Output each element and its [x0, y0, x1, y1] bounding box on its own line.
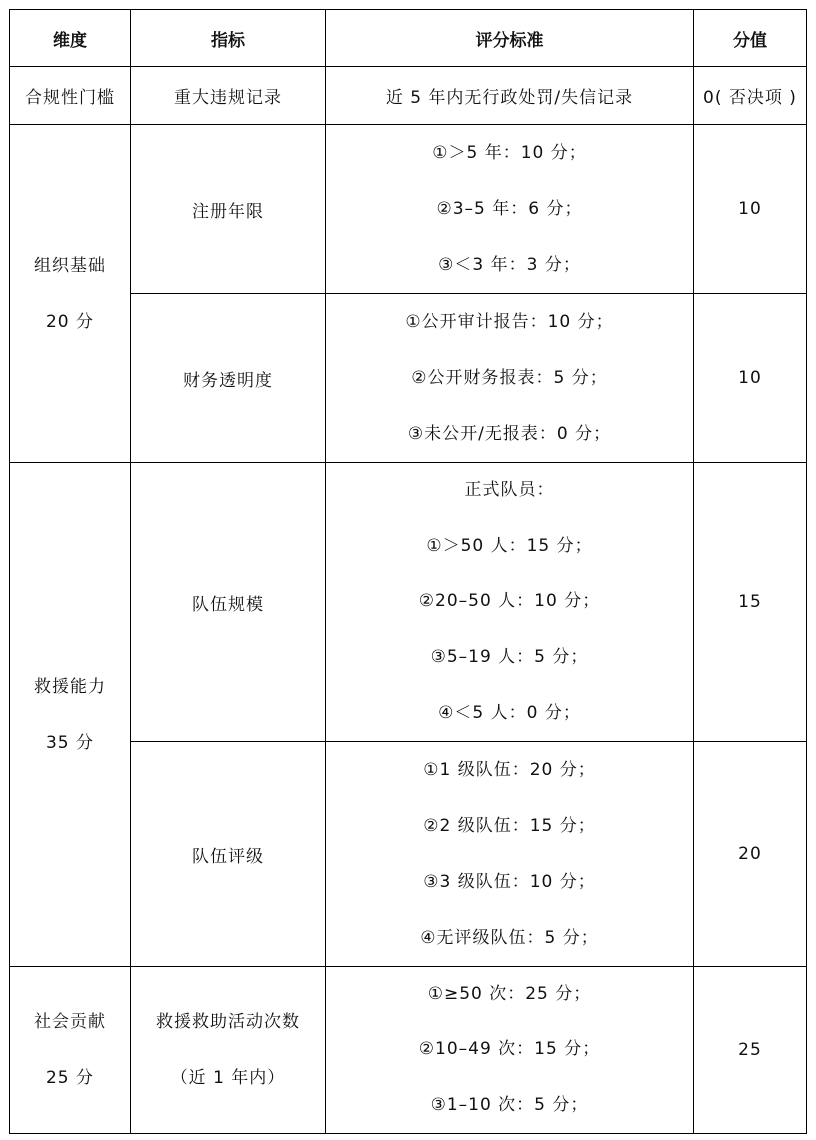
- score-cell: 10: [694, 294, 807, 463]
- criteria-cell: [326, 294, 694, 463]
- criteria-line: 正式队员：: [464, 480, 555, 501]
- table-row-threshold: [10, 67, 807, 125]
- criteria-line: ①≥50 次：25 分；: [427, 984, 592, 1005]
- criteria-line: ①1 级队伍：20 分；: [423, 759, 596, 780]
- dimension-name: 组织基础: [34, 255, 106, 276]
- indicator-note: （近 1 年内）: [170, 1068, 286, 1088]
- criteria-cell: 近 5 年内无行政处罚/失信记录: [326, 67, 694, 125]
- indicator-cell: 注册年限: [131, 125, 326, 294]
- dimension-points: 35 分: [45, 732, 95, 753]
- dimension-cell: [10, 125, 131, 463]
- criteria-line: ②3–5 年：6 分；: [436, 198, 583, 219]
- header-indicator: 指标: [131, 10, 326, 67]
- header-criteria: 评分标准: [326, 10, 694, 67]
- dimension-cell: 合规性门槛: [10, 67, 131, 125]
- score-cell: 25: [694, 967, 807, 1134]
- score-cell: 15: [694, 463, 807, 742]
- score-cell: 20: [694, 742, 807, 967]
- indicator-cell: 重大违规记录: [131, 67, 326, 125]
- dimension-points: 20 分: [45, 311, 95, 332]
- table-row-registration: [10, 125, 807, 294]
- header-score: 分值: [694, 10, 807, 67]
- criteria-line: ③3 级队伍：10 分；: [423, 871, 596, 892]
- score-cell: 10: [694, 125, 807, 294]
- criteria-line: ④无评级队伍：5 分；: [420, 927, 599, 948]
- criteria-line: ①＞50 人：15 分；: [426, 535, 593, 556]
- criteria-cell: [326, 125, 694, 294]
- table-row-activities: [10, 967, 807, 1134]
- score-cell: 0( 否决项 ): [694, 67, 807, 125]
- header-dimension: 维度: [10, 10, 131, 67]
- criteria-cell: [326, 967, 694, 1134]
- criteria-cell: [326, 742, 694, 967]
- indicator-name: 救援救助活动次数: [156, 1012, 300, 1032]
- criteria-line: ②公开财务报表：5 分；: [411, 367, 608, 388]
- criteria-line: ②10–49 次：15 分；: [418, 1039, 601, 1060]
- dimension-name: 社会贡献: [34, 1012, 106, 1032]
- dimension-points: 25 分: [45, 1068, 95, 1088]
- header-row: [10, 10, 807, 67]
- dimension-cell: [10, 463, 131, 967]
- criteria-line: ①＞5 年：10 分；: [432, 142, 587, 163]
- indicator-cell: 队伍评级: [131, 742, 326, 967]
- indicator-cell: 队伍规模: [131, 463, 326, 742]
- criteria-line: ③5–19 人：5 分；: [430, 647, 589, 668]
- criteria-line: ②2 级队伍：15 分；: [423, 815, 596, 836]
- criteria-line: ①公开审计报告：10 分；: [405, 311, 614, 332]
- criteria-cell: [326, 463, 694, 742]
- dimension-name: 救援能力: [34, 676, 106, 697]
- criteria-line: ③1–10 次：5 分；: [430, 1094, 589, 1115]
- criteria-line: ②20–50 人：10 分；: [418, 591, 601, 612]
- indicator-cell: 财务透明度: [131, 294, 326, 463]
- scoring-table: [9, 9, 807, 1134]
- dimension-cell: [10, 967, 131, 1134]
- criteria-line: ④＜5 人：0 分；: [438, 702, 581, 723]
- indicator-cell: [131, 967, 326, 1134]
- criteria-line: ③未公开/无报表：0 分；: [407, 423, 612, 444]
- table-row-team-size: [10, 463, 807, 742]
- criteria-line: ③＜3 年：3 分；: [438, 254, 581, 275]
